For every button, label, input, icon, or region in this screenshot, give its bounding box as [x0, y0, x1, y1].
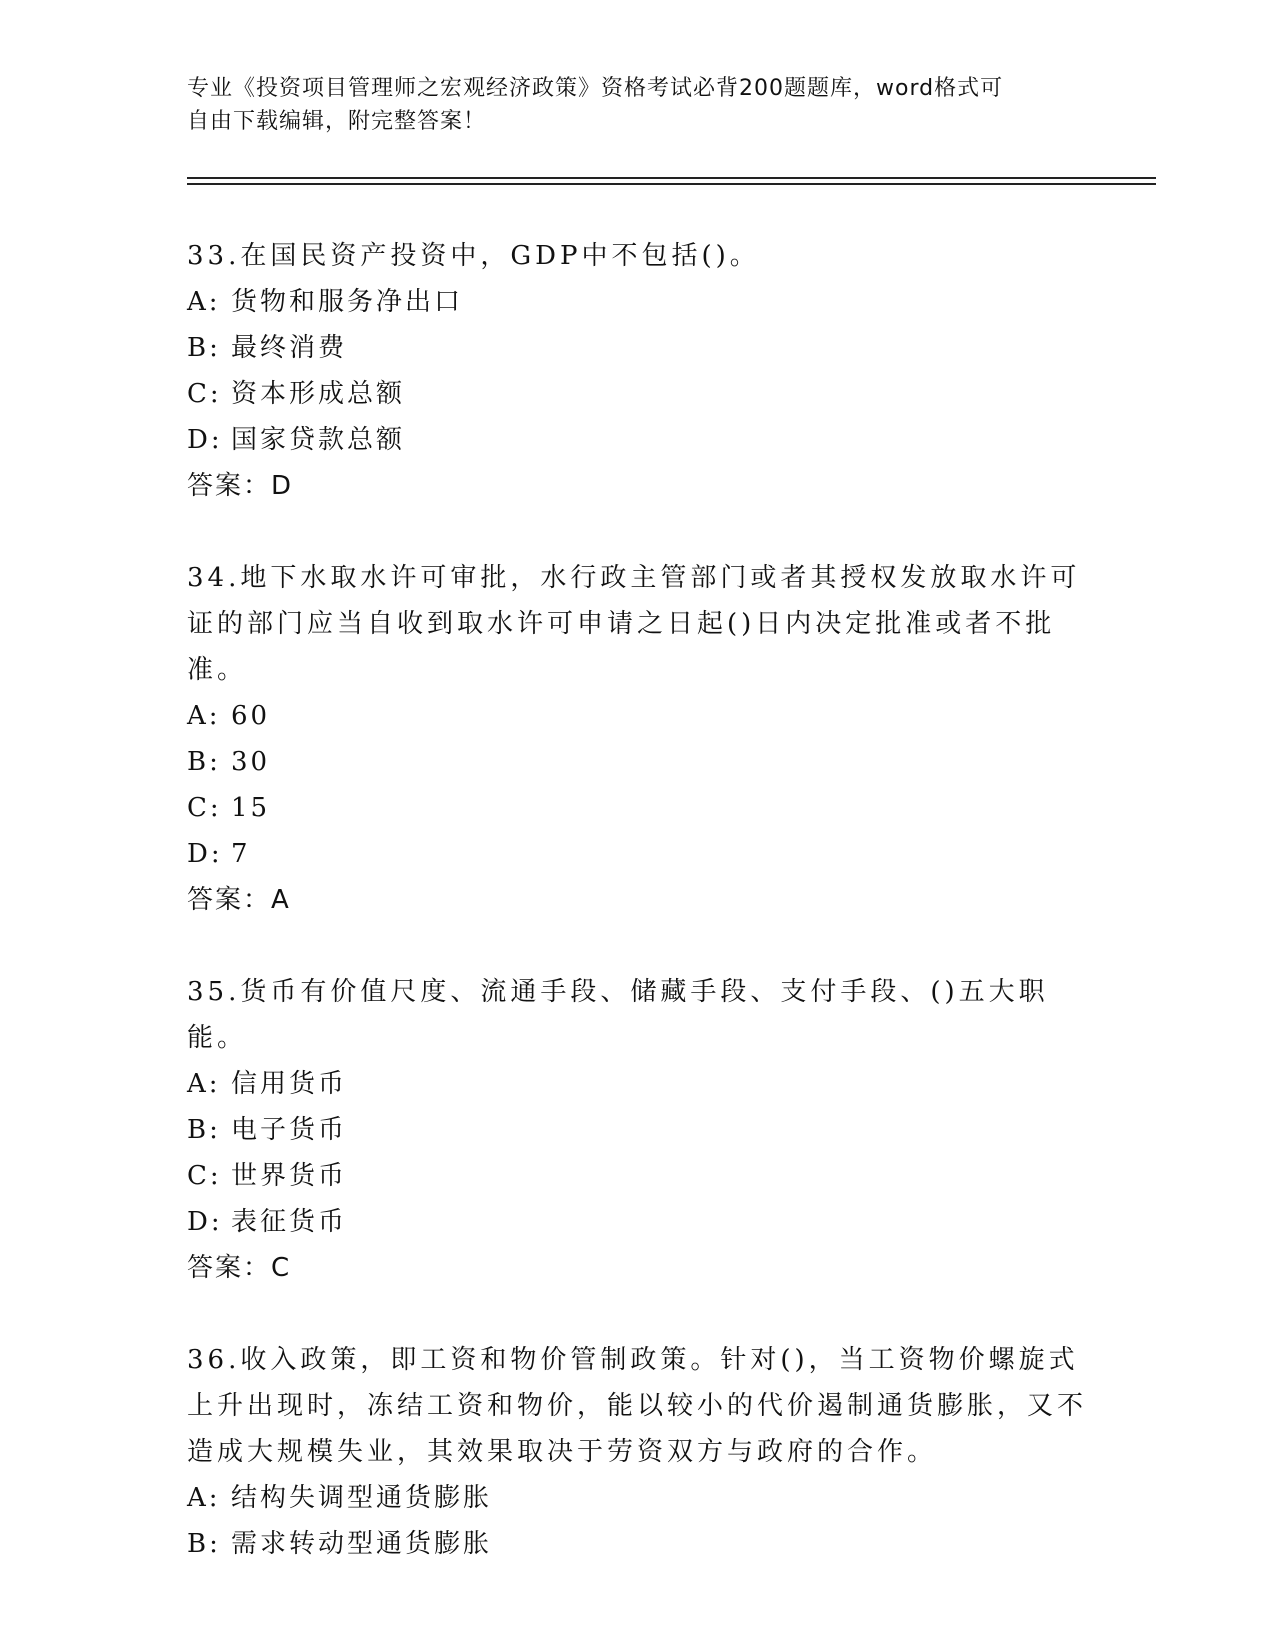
option-key: B: [187, 1529, 221, 1559]
option-key: B: [187, 333, 221, 363]
answer-line: 答案：A [187, 885, 291, 915]
option-b [187, 739, 1087, 785]
option-text: 电子货币 [231, 1115, 348, 1145]
option-key: D: [187, 425, 223, 455]
option-key: C: [187, 1161, 222, 1191]
option-key: A: [187, 287, 221, 317]
option-key: B: [187, 747, 221, 777]
question-stem: 34.地下水取水许可审批，水行政主管部门或者其授权发放取水许可证的部门应当自收到取水许可申请之日起()日内决定批准或者不批准。 [187, 563, 1081, 685]
option-text: 30 [231, 747, 271, 777]
option-key: B: [187, 1115, 221, 1145]
question-list [187, 233, 1087, 1613]
question-33 [187, 233, 1087, 509]
option-text: 资本形成总额 [231, 379, 406, 409]
option-text: 世界货币 [231, 1161, 348, 1191]
option-text: 需求转动型通货膨胀 [231, 1529, 493, 1559]
option-key: A: [187, 1069, 221, 1099]
option-key: A: [187, 701, 221, 731]
header-divider-top [187, 177, 1156, 179]
option-key: D: [187, 839, 223, 869]
document-header [187, 72, 1087, 138]
answer-line: 答案：D [187, 471, 294, 501]
option-d [187, 1199, 1087, 1245]
question-35 [187, 969, 1087, 1291]
option-d [187, 417, 1087, 463]
answer-line: 答案：C [187, 1253, 292, 1283]
option-b [187, 325, 1087, 371]
option-text: 货物和服务净出口 [231, 287, 464, 317]
option-c [187, 785, 1087, 831]
option-text: 7 [231, 839, 251, 869]
option-key: D: [187, 1207, 223, 1237]
question-stem: 36.收入政策，即工资和物价管制政策。针对()，当工资物价螺旋式上升出现时，冻结工资和物价，能以较小的代价遏制通货膨胀，又不造成大规模失业，其效果取决于劳资双方与政府的合作。 [187, 1345, 1088, 1467]
option-text: 60 [231, 701, 271, 731]
option-text: 结构失调型通货膨胀 [231, 1483, 493, 1513]
option-key: C: [187, 793, 222, 823]
header-divider-bottom [187, 183, 1156, 185]
option-d [187, 831, 1087, 877]
question-stem: 33.在国民资产投资中，GDP中不包括()。 [187, 241, 760, 271]
option-key: A: [187, 1483, 221, 1513]
question-34 [187, 555, 1087, 923]
option-text: 最终消费 [231, 333, 348, 363]
option-a [187, 1061, 1087, 1107]
question-36 [187, 1337, 1087, 1567]
option-a [187, 279, 1087, 325]
header-line-1: 专业《投资项目管理师之宏观经济政策》资格考试必背200题题库，word格式可 [187, 76, 1004, 101]
option-text: 表征货币 [231, 1207, 348, 1237]
option-a [187, 1475, 1087, 1521]
option-text: 信用货币 [231, 1069, 348, 1099]
option-a [187, 693, 1087, 739]
option-c [187, 1153, 1087, 1199]
option-text: 15 [231, 793, 271, 823]
question-stem: 35.货币有价值尺度、流通手段、储藏手段、支付手段、()五大职能。 [187, 977, 1049, 1053]
option-text: 国家贷款总额 [231, 425, 406, 455]
header-line-2: 自由下载编辑，附完整答案！ [187, 109, 487, 134]
option-key: C: [187, 379, 222, 409]
option-b [187, 1521, 1087, 1567]
option-c [187, 371, 1087, 417]
option-b [187, 1107, 1087, 1153]
